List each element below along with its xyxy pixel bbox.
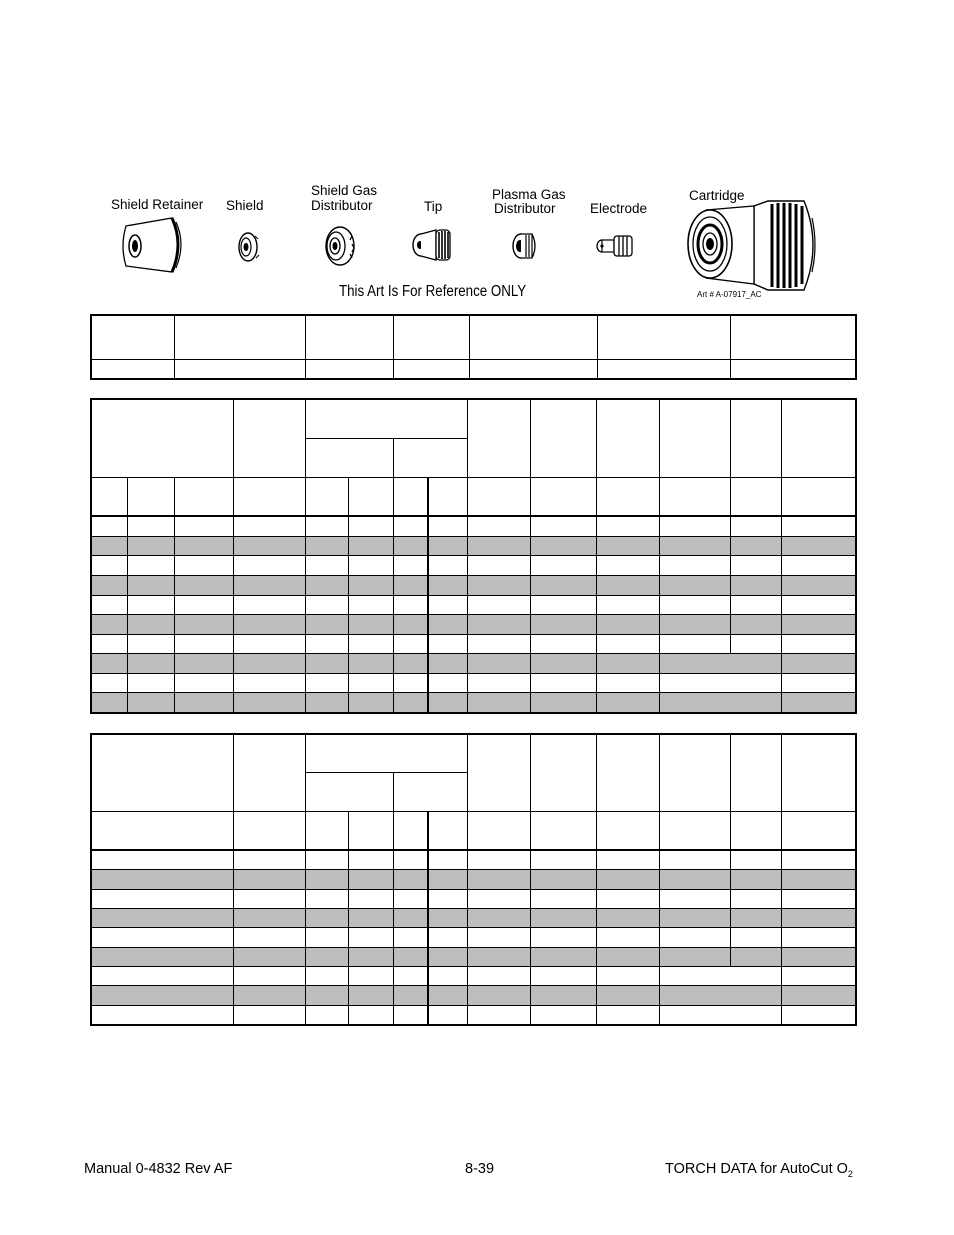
footer-section-title: [665, 1161, 853, 1179]
parts-table: [90, 314, 857, 380]
label-plasma-gas-2: Distributor: [494, 201, 556, 216]
electrode-icon: [595, 232, 637, 260]
shield-gas-distributor-icon: [322, 224, 358, 268]
cut-chart-table-2: [90, 733, 857, 1026]
label-cartridge: Cartridge: [689, 188, 745, 203]
plasma-gas-distributor-icon: [510, 231, 542, 261]
art-reference-note: This Art Is For Reference ONLY: [339, 283, 527, 300]
footer-section-text: TORCH DATA for AutoCut O: [665, 1161, 848, 1177]
cartridge-icon: [684, 198, 826, 294]
label-shield-gas-1: Shield Gas: [311, 183, 378, 198]
shield-icon: [236, 230, 260, 264]
tip-icon: [410, 226, 454, 264]
footer-subscript: 2: [847, 1168, 853, 1179]
label-shield: Shield: [226, 198, 264, 213]
shield-retainer-icon: [120, 214, 186, 276]
label-shield-gas-2: Distributor: [311, 198, 373, 213]
label-tip: Tip: [424, 199, 443, 214]
footer-manual: Manual 0-4832 Rev AF: [84, 1161, 233, 1177]
label-electrode: Electrode: [590, 201, 648, 216]
label-shield-retainer: Shield Retainer: [111, 197, 204, 212]
cut-chart-table-1: [90, 398, 857, 714]
label-plasma-gas-1: Plasma Gas: [492, 187, 566, 202]
footer-page-number: 8-39: [465, 1161, 495, 1177]
art-number: Art # A-07917_AC: [697, 290, 762, 299]
